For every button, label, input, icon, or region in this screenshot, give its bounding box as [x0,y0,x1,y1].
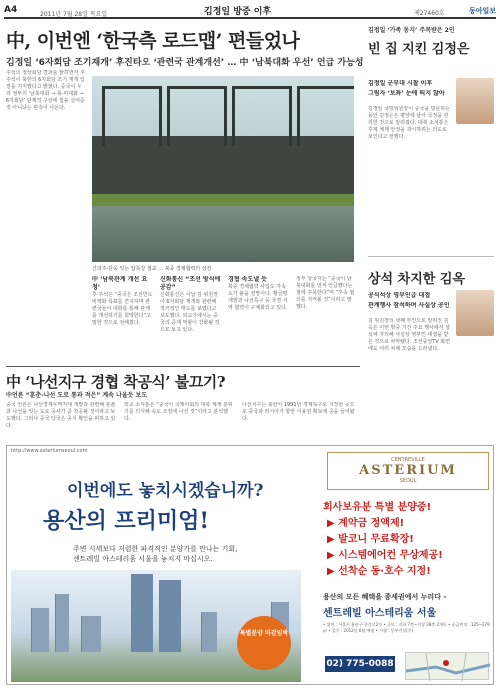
lead-column-2 [92,276,154,360]
complex-name: 센트레빌 아스테리움 서울 [323,608,437,619]
phone-number[interactable]: 02) 775-0088 [325,656,395,672]
second-headline: 中 ‘나선지구 경협 착공식’ 불끄기? [6,373,226,391]
river [92,206,354,262]
map-icon [406,653,490,681]
check-icon: ▶ [327,518,339,529]
issue-date: 2011년 7월 28일 목요일 [40,11,108,18]
lead-headline: 中, 이번엔 ‘한국측 로드맵’ 편들었나 [6,30,300,52]
side-sub-2 [368,90,452,102]
side-body-2-text: 김 위원장의 넷째 부인으로 알려진 김옥은 이번 방중 기간 주요 행사에서 상석에 자리해 사실상 영부인 대접을 받은 것으로 파악됐다. 조선중앙TV 화면에도 여러 차례 모습을 드러냈다. [368,318,451,352]
logo-sub-text: SEOUL [399,478,417,484]
second-subhead: 中언론 “훈춘-나선 도로 통과 적은” 계속 나올듯 보도 [6,392,148,399]
lead-column-3 [160,276,222,360]
side-body-1-text: 김정일 국방위원장이 중국을 방문하는 동안 김정은은 평양에 남아 국정을 관리한 것으로 알려졌다. 대북 소식통은 후계 체제 안정을 과시하려는 의도로 보인다고 전했다. [368,106,451,140]
real-estate-ad[interactable] [6,445,494,685]
side-body-1 [368,106,452,256]
bridge-truss [167,86,227,146]
section-divider [6,366,360,367]
second-column-2-text: 외교 소식통은 “중국이 국제사회의 대북 제재 분위기를 의식해 속도 조절에 나선 것”이라고 분석했다. [124,402,233,422]
lead-column-4-text: 북중 경제협력 사업도 가속도가 붙을 전망이다. 황금평 개발과 나선특구 등 국경 지역 협력이 구체화되고 있다. [228,284,288,311]
sale-item-text: 선착순 동·호수 지정! [338,566,431,577]
column-4-title: 경협 속도낼 듯 [228,276,267,283]
side-sub-3-text: 공식석상 영부인급 대접 [368,292,431,299]
bridge-photo [92,76,354,262]
ad-url[interactable]: http://www.asteriumseoul.com [11,448,88,454]
side-headline-2: 상석 차지한 김옥 [368,272,465,287]
masthead [4,3,496,19]
lead-column-3-text: 신화통신은 이날 김 위원장이 6자회담 재개와 관련해 적극적인 태도를 보였다고 보도했다. 외교가에서는 중국의 중재 역할이 강화될 것으로 보고 있다. [160,292,220,333]
side-sub-4 [368,302,452,314]
tower-building [159,580,181,652]
bridge-truss [102,86,162,146]
side-sub-2-text: 그림자 ‘보좌’ 눈에 띄지 않아 [368,90,445,97]
page-number: A4 [4,5,18,15]
sale-item-text: 발코니 무료확장! [338,534,414,545]
sale-item-text: 계약금 정액제! [338,518,405,529]
tower-building [131,574,153,652]
check-icon: ▶ [327,534,339,545]
second-column-3-text: 나선지구는 북한이 1991년 경제특구로 지정한 곳으로 중국과 러시아가 항만 이용권 확보에 공을 들여왔다. [242,402,355,422]
portrait-photo [456,290,494,336]
ad-brand: 용산의 프리미엄! [43,508,210,534]
brand-logo [327,452,489,490]
lead-column-4 [228,276,290,360]
ad-description-2: 센트레빌 아스테리움 서울을 놓치지 마십시오. [73,555,213,563]
side-body-2 [368,318,452,436]
location-map [405,652,489,680]
sale-item [327,562,431,577]
column-2-title: 中 ‘남북관계 개선 요청’ [92,276,148,291]
second-column-1-text: 중국 언론은 나선경제무역지대 개발과 관련해 훈춘과 나선을 잇는 도로 공사가 곧 착공될 것이라고 보도했다. 그러나 중국 당국은 공식 확인을 피하고 있다. [6,402,116,429]
lead-column-2-text: 후 주석은 “중국은 조선반도 비핵화 목표를 견지하며 관련국들이 대화를 통해 관계를 개선하기를 희망한다”고 말한 것으로 전해졌다. [92,292,153,326]
logo-main-text: ASTERIUM [359,463,457,478]
paper-logo: 동아일보 [468,7,496,15]
photo-caption: 신의주-단둥 잇는 압록강 철교 … 북중 경제협력의 상징 [92,266,212,272]
building [31,608,49,652]
building [81,616,101,652]
building [55,594,69,652]
side-headline-1: 빈 집 지킨 김정은 [368,42,470,57]
lead-column-5 [296,276,356,360]
lead-column-5-text: 정부 당국자는 “중국이 남북대화를 먼저 언급했다는 점에 주목한다”며 “후속 협의를 지켜볼 것”이라고 말했다. [296,276,355,310]
bridge-truss [297,86,354,146]
lead-subhead: 김정일 ‘6자회담 조기재개’ 후진타오 ‘관련국 관계개선’ … 中 ‘남북대화 우선’ 언급 가능성 [6,58,364,68]
portrait-photo [456,78,494,124]
second-column-3 [242,402,356,442]
complex-details: • 위치 : 서울시 용산구 한강로2가 • 규모 : 지하 7층~지상 38층 2개동 • 공급면적 : 125~279㎡ • 입주 : 2012년 6월 예정 • 시행 : 동부건설(주) [323,622,490,633]
side-series-label: 김정일 ‘가족 동지’ 주목받은 2인 [368,27,455,34]
side-sub-4-text: 관계행사 참석하며 사실상 공인 [368,302,450,309]
sale-item [327,514,404,529]
second-column-2 [124,402,234,442]
section-title: 김정일 방중 이후 [204,7,272,17]
sale-item-text: 시스템에어컨 무상제공! [338,550,443,561]
building [201,612,217,652]
lead-column-1-text: 주석의 정상회담 결과를 밝히면서 후 주석이 북한의 6자회담 조기 재개 입장을 지지했다고 밝혔다. 중국이 우리 정부의 ‘남북대화 → 북-미대화 → 6자회담’ 단계적 구상에 힘을 실어준 것 아니냐는 관측이 나온다. [6,70,85,111]
ad-tagline: 이번에도 놓치시겠습니까? [67,481,264,501]
check-icon: ▶ [327,566,339,577]
column-3-title: 신화통신 “조선 방식에 공감” [160,276,221,291]
side-sub-1-text: 김정일 군부대 시찰 이후 [368,80,433,87]
logo-small-text: CENTREVILLE [391,457,425,463]
ad-slogan: 용산의 모든 혜택을 종세권에서 누리다 - [323,593,447,601]
edition-number: 제27460호 [414,10,445,17]
sale-item [327,546,443,561]
check-icon: ▶ [327,550,339,561]
sale-item [327,530,414,545]
lead-column-1 [6,70,86,360]
ad-description-1: 주변 시세보다 저렴한 파격적인 분양가를 만나는 기회, [73,545,238,553]
bridge-truss [232,86,292,146]
sale-badge: 특별분양 마감임박 [237,616,291,670]
sale-title: 회사보유분 특별 분양중! [323,502,432,513]
divider [368,256,494,257]
second-column-1 [6,402,116,442]
